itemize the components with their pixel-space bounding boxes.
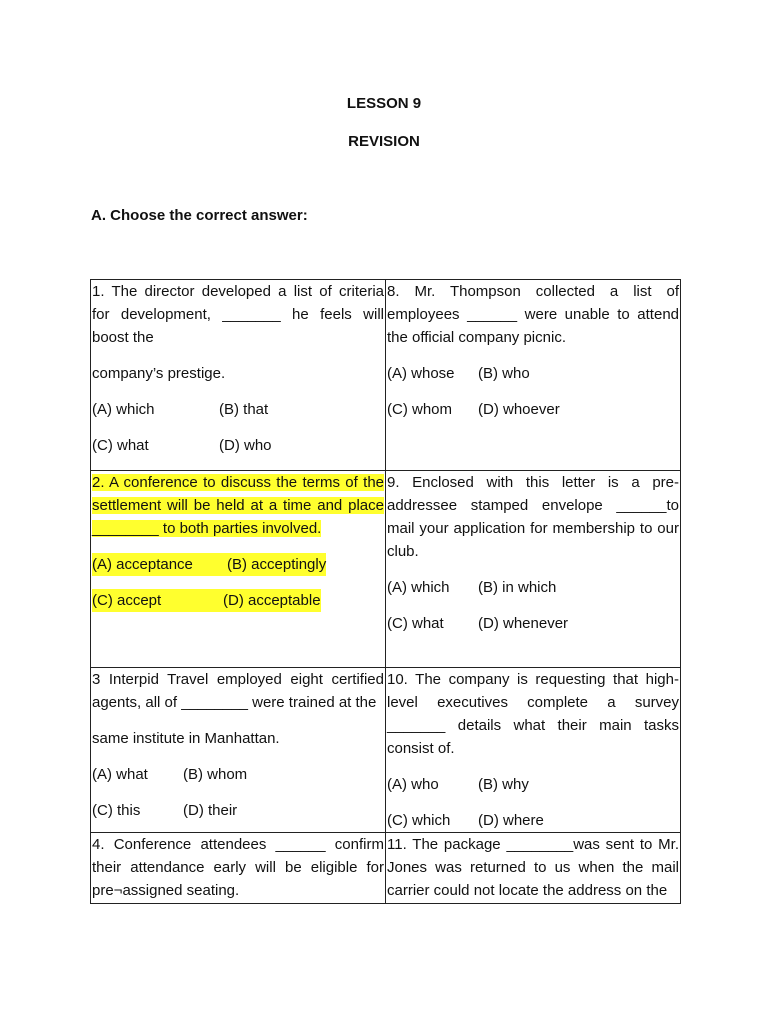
option-a-label: (A) acceptance [92,556,193,573]
option-d[interactable]: (D) whoever [478,401,560,418]
question-8-options-cd [387,398,679,421]
question-3-text: 3 Interpid Travel employed eight certified agents, all of ________ were trained at the [92,671,384,711]
question-11-text: 11. The package ________was sent to Mr. Jones was returned to us when the mail carrier could not locate the address on the [387,836,679,899]
highlighted-text: 2. A conference to discuss the terms of the settlement will be held at a time and place ________ to both parties involved. [92,474,384,537]
question-11-cell [386,833,681,904]
question-2-cell [91,471,386,668]
option-a[interactable]: (A) what [92,766,148,783]
option-b[interactable]: (B) why [478,776,529,793]
option-a[interactable]: (A) who [387,776,439,793]
question-1-options-ab [92,398,384,421]
question-9-cell [386,471,681,668]
question-8-text: 8. Mr. Thompson collected a list of employees ______ were unable to attend the official company picnic. [387,283,679,346]
question-9-options-cd [387,612,679,635]
option-c[interactable] [92,589,321,612]
question-3-options-cd [92,799,384,822]
option-a[interactable]: (A) which [92,401,155,418]
option-c[interactable]: (C) this [92,802,141,819]
option-c[interactable]: (C) what [387,615,444,632]
option-b[interactable]: (B) acceptingly [227,556,327,573]
option-d[interactable]: (D) where [478,812,544,829]
option-c[interactable]: (C) what [92,437,149,454]
question-8-options-ab [387,362,679,385]
option-b[interactable]: (B) in which [478,579,557,596]
question-3-cell [91,668,386,833]
question-4-cell [91,833,386,904]
option-b[interactable]: (B) whom [183,766,248,783]
question-1-cell [91,280,386,471]
option-a[interactable]: (A) which [387,579,450,596]
questions-table [90,279,681,904]
lesson-title: LESSON 9 [346,95,422,112]
option-a[interactable]: (A) whose [387,365,455,382]
table-row [91,471,681,668]
question-1-text: 1. The director developed a list of criteria for development, _______ he feels will boost the [92,283,384,346]
option-b[interactable]: (B) who [478,365,530,382]
question-10-options-ab [387,773,679,796]
question-9-options-ab [387,576,679,599]
option-d[interactable]: (D) whenever [478,615,569,632]
question-1-continuation: company’s prestige. [92,365,226,382]
table-row [91,833,681,904]
option-c[interactable]: (C) whom [387,401,453,418]
question-1-options-cd [92,434,384,457]
question-4-text: 4. Conference attendees ______ confirm their attendance early will be eligible for pre¬assigned seating. [92,836,384,899]
lesson-subtitle: REVISION [348,133,420,150]
section-heading: A. Choose the correct answer: [91,207,308,224]
option-a[interactable] [92,553,326,576]
question-10-cell [386,668,681,833]
table-row [91,280,681,471]
option-d[interactable]: (D) who [219,437,272,454]
question-2-options-ab [92,553,384,576]
option-c[interactable]: (C) which [387,812,451,829]
question-2-options-cd [92,589,384,612]
question-10-text: 10. The company is requesting that high-level executives complete a survey _______ details what their main tasks consist of. [387,671,679,757]
option-d[interactable]: (D) their [183,802,238,819]
question-3-options-ab [92,763,384,786]
option-c-label: (C) accept [92,592,162,609]
option-b[interactable]: (B) that [219,401,269,418]
question-3-continuation: same institute in Manhattan. [92,730,280,747]
option-d[interactable]: (D) acceptable [223,592,321,609]
question-2-text [92,471,384,540]
table-row [91,668,681,833]
question-10-options-cd [387,809,679,832]
question-8-cell [386,280,681,471]
question-9-text: 9. Enclosed with this letter is a pre-addressee stamped envelope ______to mail your application for membership to our club. [387,474,679,560]
